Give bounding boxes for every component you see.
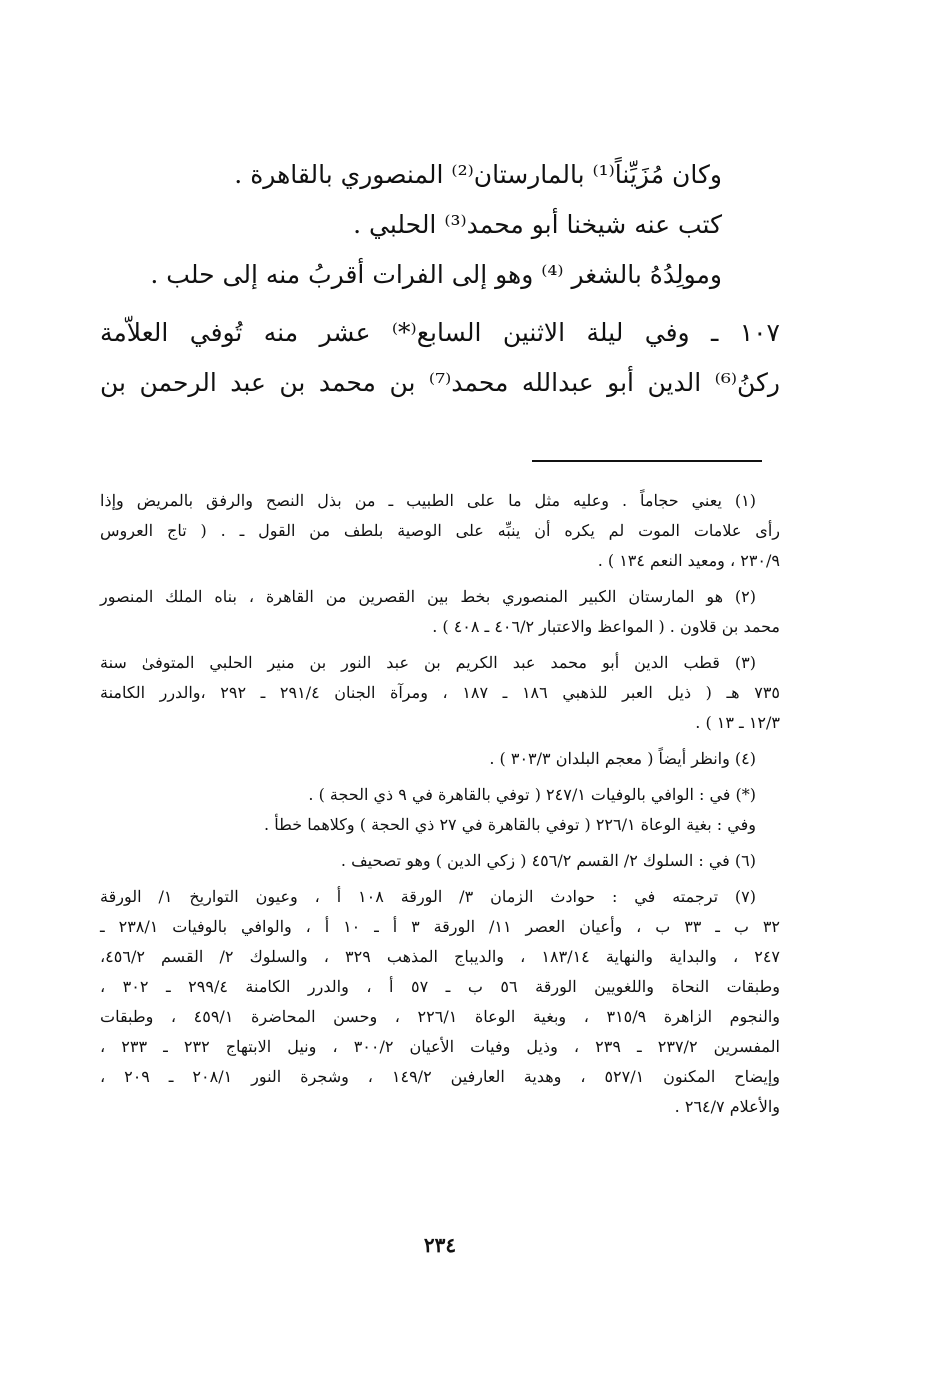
footnote-line: ٢٤٧ ، والبداية والنهاية ١٨٣/١٤ ، والديباج المذهب ٣٢٩ ، والسلوك ٢/ القسم ٤٥٦/٢، [100, 947, 780, 966]
footnote-line: والأعلام ٢٦٤/٧ . [674, 1097, 780, 1116]
footnote [100, 648, 780, 738]
footnote [100, 882, 780, 1122]
page-number: ٢٣٤ [423, 1233, 457, 1257]
footnote [100, 846, 780, 876]
footnote-line: (١) يعني حجاماً . وعليه مثل ما على الطبيب ـ من بذل النصح والرفق بالمريض وإذا [100, 491, 756, 510]
footnote-line: رأى علامات الموت لم يكره أن ينبِّه على الوصية بلطف من القول ـ . ( تاج العروس [100, 521, 780, 540]
footnote-line: ٢٣٠/٩ ، ومعيد النعم ١٣٤ ) . [597, 551, 780, 570]
footnote-line: محمد بن قلاون . ( المواعظ والاعتبار ٤٠٦/٢ ـ ٤٠٨ ) . [432, 617, 780, 636]
footnote-line: وطبقات النحاة واللغويين الورقة ٥٦ ب ـ ٥٧ أ ، والدرر الكامنة ٢٩٩/٤ ـ ٣٠٢ ، [100, 977, 781, 996]
footnote-line: والنجوم الزاهرة ٣١٥/٩ ، وبغية الوعاة ٢٢٦/١ ، وحسن المحاضرة ٤٥٩/١ ، وطبقات [100, 1007, 781, 1026]
footnote-line: (٦) في : السلوك ٢/ القسم ٤٥٦/٢ ( زكي الدين ) وهو تصحيف . [340, 851, 756, 870]
footnote [100, 582, 780, 642]
footnote-line: (٤) وانظر أيضاً ( معجم البلدان ٣٠٣/٣ ) . [489, 749, 756, 768]
main-line: ومولِدُهُ بالشغر ⁽⁴⁾ وهو إلى الفرات أقربُ منه إلى حلب . [150, 260, 722, 289]
footnote-line: ٧٣٥ هـ ( ذيل العبر للذهبي ١٨٦ ـ ١٨٧ ، ومرآة الجنان ٢٩١/٤ ـ ٢٩٢ ،والدرر الكامنة [100, 683, 780, 702]
footnote [100, 780, 780, 840]
footnote-line: (*) في : الوافي بالوفيات ٢٤٧/١ ( توفي بالقاهرة في ٩ ذي الحجة ) . [308, 785, 756, 804]
footnote-line: (٢) هو المارستان الكبير المنصوري بخط بين القصرين من القاهرة ، بناه الملك المنصور [100, 587, 756, 606]
main-line: ركنُ⁽⁶⁾ الدين أبو عبدالله محمد⁽⁷⁾ بن محمد بن عبد الرحمن بن [100, 368, 780, 397]
footnote [100, 744, 780, 774]
footnote-line: (٣) قطب الدين أبو محمد عبد الكريم بن عبد النور بن منير الحلبي المتوفىٰ سنة [100, 653, 756, 672]
footnote-line: (٧) ترجمته في : حوادث الزمان ٣/ الورقة ١٠٨ أ ، وعيون التواريخ ١/ الورقة [100, 887, 757, 906]
footnote-line: ٣٢ ب ـ ٣٣ ب ، وأعيان العصر ١١/ الورقة ٣ أ ـ ١٠ أ ، والوافي بالوفيات ٢٣٨/١ ـ [100, 917, 780, 936]
footnote-separator [532, 460, 762, 462]
main-text [100, 150, 780, 408]
footnote [100, 486, 780, 576]
footnote-line: المفسرين ٢٣٧/٢ ـ ٢٣٩ ، وذيل وفيات الأعيان ٣٠٠/٢ ، ونيل الابتهاج ٢٣٢ ـ ٢٣٣ ، [100, 1037, 781, 1056]
footnote-line: وإيضاح المكنون ٥٢٧/١ ، وهدية العارفين ١٤٩/٢ ، وشجرة النور ٢٠٨/١ ـ ٢٠٩ ، [100, 1067, 781, 1086]
main-line: كتب عنه شيخنا أبو محمد⁽³⁾ الحلبي . [353, 210, 722, 239]
footnote-line: ١٢/٣ ـ ١٣ ) . [695, 713, 780, 732]
main-line: وكان مُزَيِّناً⁽¹⁾ بالمارستان⁽²⁾ المنصوري بالقاهرة . [234, 160, 722, 189]
footnotes [100, 486, 780, 1128]
book-page [100, 150, 780, 1260]
footnote-line: وفي : بغية الوعاة ٢٢٦/١ ( توفي بالقاهرة في ٢٧ ذي الحجة ) وكلاهما خطأ . [264, 815, 756, 834]
entry-heading-line: ١٠٧ ـ وفي ليلة الاثنين السابع⁽*⁾ عشر منه تُوفي العلاّمة [100, 318, 780, 347]
